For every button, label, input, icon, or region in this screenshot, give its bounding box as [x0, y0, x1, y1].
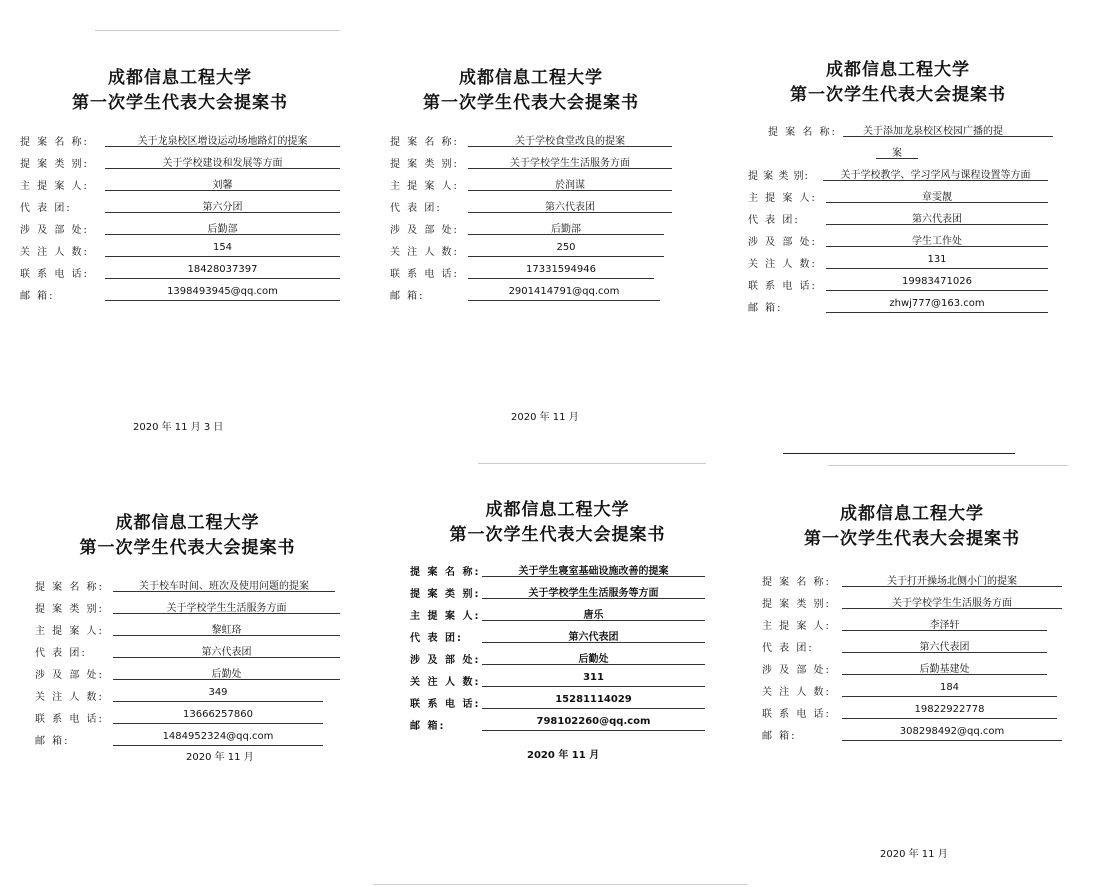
label-proposer: 主 提 案 人:: [20, 181, 89, 192]
field-proposer: [762, 614, 1062, 636]
value-name: 关于龙泉校区增设运动场地路灯的提案: [105, 132, 340, 147]
value-dept: 后勤基建处: [842, 660, 1047, 675]
proposal-date: 2020 年 11 月: [527, 750, 600, 761]
label-phone: 联 系 电 话:: [762, 709, 831, 720]
label-dept: 涉 及 部 处:: [762, 665, 831, 676]
value-name: 关于学生寝室基础设施改善的提案: [482, 562, 705, 577]
field-proposer: [390, 174, 672, 196]
label-name: 提 案 名 称:: [390, 137, 459, 148]
field-delegation: [410, 626, 705, 648]
value-followers: 250: [468, 242, 664, 257]
value-type: 关于学校学生生活服务方面: [842, 594, 1062, 609]
value-proposer: 於润谋: [468, 176, 672, 191]
field-proposer: [35, 619, 340, 641]
field-delegation: [390, 196, 672, 218]
field-followers: [390, 240, 672, 262]
value-name: 关于添加龙泉校区校园广播的提: [843, 122, 1053, 137]
university-title: 成都信息工程大学: [108, 68, 252, 88]
proposal-card: [20, 66, 340, 306]
value-phone: 19822922778: [842, 704, 1057, 719]
value-email: zhwj777@163.com: [826, 298, 1048, 313]
value-email: 1398493945@qq.com: [105, 286, 340, 301]
university-title: 成都信息工程大学: [840, 504, 984, 524]
university-title: 成都信息工程大学: [485, 500, 630, 520]
divider: [828, 465, 1068, 466]
label-delegation: 代 表 团:: [390, 203, 442, 214]
value-phone: 17331594946: [468, 264, 654, 279]
label-type: 提 案 类 别:: [390, 159, 459, 170]
label-proposer: 主 提 案 人:: [35, 626, 104, 637]
field-followers: [410, 670, 705, 692]
proposal-heading: 第一次学生代表大会提案书: [804, 529, 1020, 549]
label-email: 邮 箱:: [762, 731, 797, 742]
field-type: [762, 592, 1062, 614]
label-proposer: 主 提 案 人:: [390, 181, 459, 192]
label-email: 邮 箱:: [748, 303, 783, 314]
label-type: 提 案 类 别:: [410, 589, 481, 600]
field-delegation: [748, 208, 1048, 230]
field-type: [20, 152, 340, 174]
label-phone: 联 系 电 话:: [748, 281, 817, 292]
field-name: [748, 120, 1048, 142]
label-followers: 关 注 人 数:: [20, 247, 89, 258]
proposal-date: 2020 年 11 月: [880, 849, 948, 860]
proposal-card: [390, 66, 672, 306]
value-phone: 18428037397: [105, 264, 340, 279]
value-delegation: 第六分团: [105, 198, 340, 213]
label-phone: 联 系 电 话:: [20, 269, 89, 280]
value-type: 关于学校学生生活服务方面: [113, 599, 340, 614]
label-dept: 涉 及 部 处:: [748, 237, 817, 248]
label-followers: 关 注 人 数:: [35, 692, 104, 703]
field-delegation: [35, 641, 340, 663]
field-dept: [410, 648, 705, 670]
field-name-cont: [748, 142, 1048, 164]
field-email: [410, 714, 705, 736]
label-email: 邮 箱:: [35, 736, 70, 747]
field-name: [410, 560, 705, 582]
value-email: 308298492@qq.com: [842, 726, 1062, 741]
field-proposer: [20, 174, 340, 196]
field-phone: [20, 262, 340, 284]
field-followers: [35, 685, 340, 707]
label-delegation: 代 表 团:: [20, 203, 72, 214]
top-divider: [95, 30, 340, 31]
value-followers: 131: [826, 254, 1048, 269]
value-phone: 13666257860: [113, 709, 323, 724]
field-phone: [390, 262, 672, 284]
label-delegation: 代 表 团:: [410, 633, 463, 644]
field-delegation: [762, 636, 1062, 658]
label-followers: 关 注 人 数:: [762, 687, 831, 698]
label-delegation: 代 表 团:: [748, 215, 800, 226]
label-proposer: 主 提 案 人:: [762, 621, 831, 632]
label-phone: 联 系 电 话:: [35, 714, 104, 725]
value-followers: 184: [842, 682, 1057, 697]
field-name: [762, 570, 1062, 592]
value-delegation: 第六代表团: [826, 210, 1048, 225]
label-name: 提 案 名 称:: [35, 582, 104, 593]
label-dept: 涉 及 部 处:: [390, 225, 459, 236]
field-phone: [748, 274, 1048, 296]
label-followers: 关 注 人 数:: [748, 259, 817, 270]
value-email: 2901414791@qq.com: [468, 286, 660, 301]
value-followers: 311: [482, 672, 705, 687]
proposal-heading: 第一次学生代表大会提案书: [79, 538, 296, 558]
field-type: [390, 152, 672, 174]
value-phone: 19983471026: [826, 276, 1048, 291]
value-type: 关于学校建设和发展等方面: [105, 154, 340, 169]
field-name: [390, 130, 672, 152]
value-proposer: 黎虹珞: [113, 621, 340, 636]
divider: [478, 463, 706, 464]
label-proposer: 主 提 案 人:: [748, 193, 817, 204]
label-name: 提 案 名 称:: [410, 567, 481, 578]
value-delegation: 第六代表团: [842, 638, 1047, 653]
value-proposer: 李泽轩: [842, 616, 1047, 631]
field-phone: [35, 707, 340, 729]
value-dept: 后勤处: [113, 665, 340, 680]
label-email: 邮 箱:: [390, 291, 425, 302]
label-type: 提 案 类 别:: [35, 604, 104, 615]
proposal-date: 2020 年 11 月: [186, 752, 254, 763]
value-email: 798102260@qq.com: [482, 716, 705, 731]
divider: [783, 453, 1015, 454]
label-name: 提 案 名 称:: [768, 127, 837, 138]
proposal-card: [410, 498, 705, 736]
proposal-card: [762, 502, 1062, 746]
field-followers: [748, 252, 1048, 274]
field-phone: [410, 692, 705, 714]
value-delegation: 第六代表团: [482, 628, 705, 643]
label-name: 提 案 名 称:: [762, 577, 831, 588]
label-phone: 联 系 电 话:: [390, 269, 459, 280]
field-dept: [748, 230, 1048, 252]
proposal-date: 2020 年 11 月 3 日: [133, 422, 224, 433]
value-name-cont: 案: [876, 144, 918, 159]
value-name: 关于校车时间、班次及使用问题的提案: [113, 577, 335, 592]
field-phone: [762, 702, 1062, 724]
field-proposer: [748, 186, 1048, 208]
field-type: [410, 582, 705, 604]
field-email: [390, 284, 672, 306]
proposal-heading: 第一次学生代表大会提案书: [449, 525, 666, 545]
field-proposer: [410, 604, 705, 626]
value-type: 关于学校学生生活服务等方面: [482, 584, 705, 599]
field-dept: [35, 663, 340, 685]
value-dept: 后勤处: [482, 650, 705, 665]
value-phone: 15281114029: [482, 694, 705, 709]
label-type: 提 案 类 别:: [762, 599, 831, 610]
proposal-date: 2020 年 11 月: [511, 412, 579, 423]
label-type: 提 案 类 别:: [20, 159, 89, 170]
field-dept: [390, 218, 672, 240]
university-title: 成都信息工程大学: [115, 513, 260, 533]
proposal-heading: 第一次学生代表大会提案书: [423, 93, 639, 113]
bottom-divider: [373, 884, 748, 885]
label-followers: 关 注 人 数:: [410, 677, 481, 688]
value-type: 关于学校教学、学习学风与课程设置等方面: [823, 166, 1048, 181]
value-dept: 后勤部: [468, 220, 664, 235]
label-dept: 涉 及 部 处:: [20, 225, 89, 236]
field-followers: [762, 680, 1062, 702]
label-phone: 联 系 电 话:: [410, 699, 481, 710]
field-name: [20, 130, 340, 152]
value-dept: 学生工作处: [826, 232, 1048, 247]
proposal-heading: 第一次学生代表大会提案书: [790, 85, 1006, 105]
field-name: [35, 575, 340, 597]
university-title: 成都信息工程大学: [826, 60, 970, 80]
proposal-card: [748, 58, 1048, 318]
value-followers: 154: [105, 242, 340, 257]
value-proposer: 章雯靓: [826, 188, 1048, 203]
label-delegation: 代 表 团:: [35, 648, 87, 659]
value-delegation: 第六代表团: [113, 643, 340, 658]
value-dept: 后勤部: [105, 220, 340, 235]
label-dept: 涉 及 部 处:: [35, 670, 104, 681]
value-proposer: 刘馨: [105, 176, 340, 191]
label-type: 提 案 类 别:: [748, 171, 809, 182]
value-type: 关于学校学生生活服务方面: [468, 154, 672, 169]
label-proposer: 主 提 案 人:: [410, 611, 481, 622]
field-followers: [20, 240, 340, 262]
value-delegation: 第六代表团: [468, 198, 672, 213]
university-title: 成都信息工程大学: [459, 68, 603, 88]
field-dept: [762, 658, 1062, 680]
label-email: 邮 箱:: [20, 291, 55, 302]
value-name: 关于学校食堂改良的提案: [468, 132, 672, 147]
field-type: [35, 597, 340, 619]
proposal-heading: 第一次学生代表大会提案书: [72, 93, 288, 113]
proposal-card: [35, 511, 340, 751]
value-proposer: 唐乐: [482, 606, 705, 621]
field-email: [748, 296, 1048, 318]
value-followers: 349: [113, 687, 323, 702]
label-name: 提 案 名 称:: [20, 137, 89, 148]
field-delegation: [20, 196, 340, 218]
label-dept: 涉 及 部 处:: [410, 655, 481, 666]
label-delegation: 代 表 团:: [762, 643, 814, 654]
label-email: 邮 箱:: [410, 721, 446, 732]
field-email: [762, 724, 1062, 746]
value-email: 1484952324@qq.com: [113, 731, 323, 746]
field-dept: [20, 218, 340, 240]
label-followers: 关 注 人 数:: [390, 247, 459, 258]
field-type: [748, 164, 1048, 186]
value-name: 关于打开操场北侧小门的提案: [842, 572, 1062, 587]
field-email: [20, 284, 340, 306]
